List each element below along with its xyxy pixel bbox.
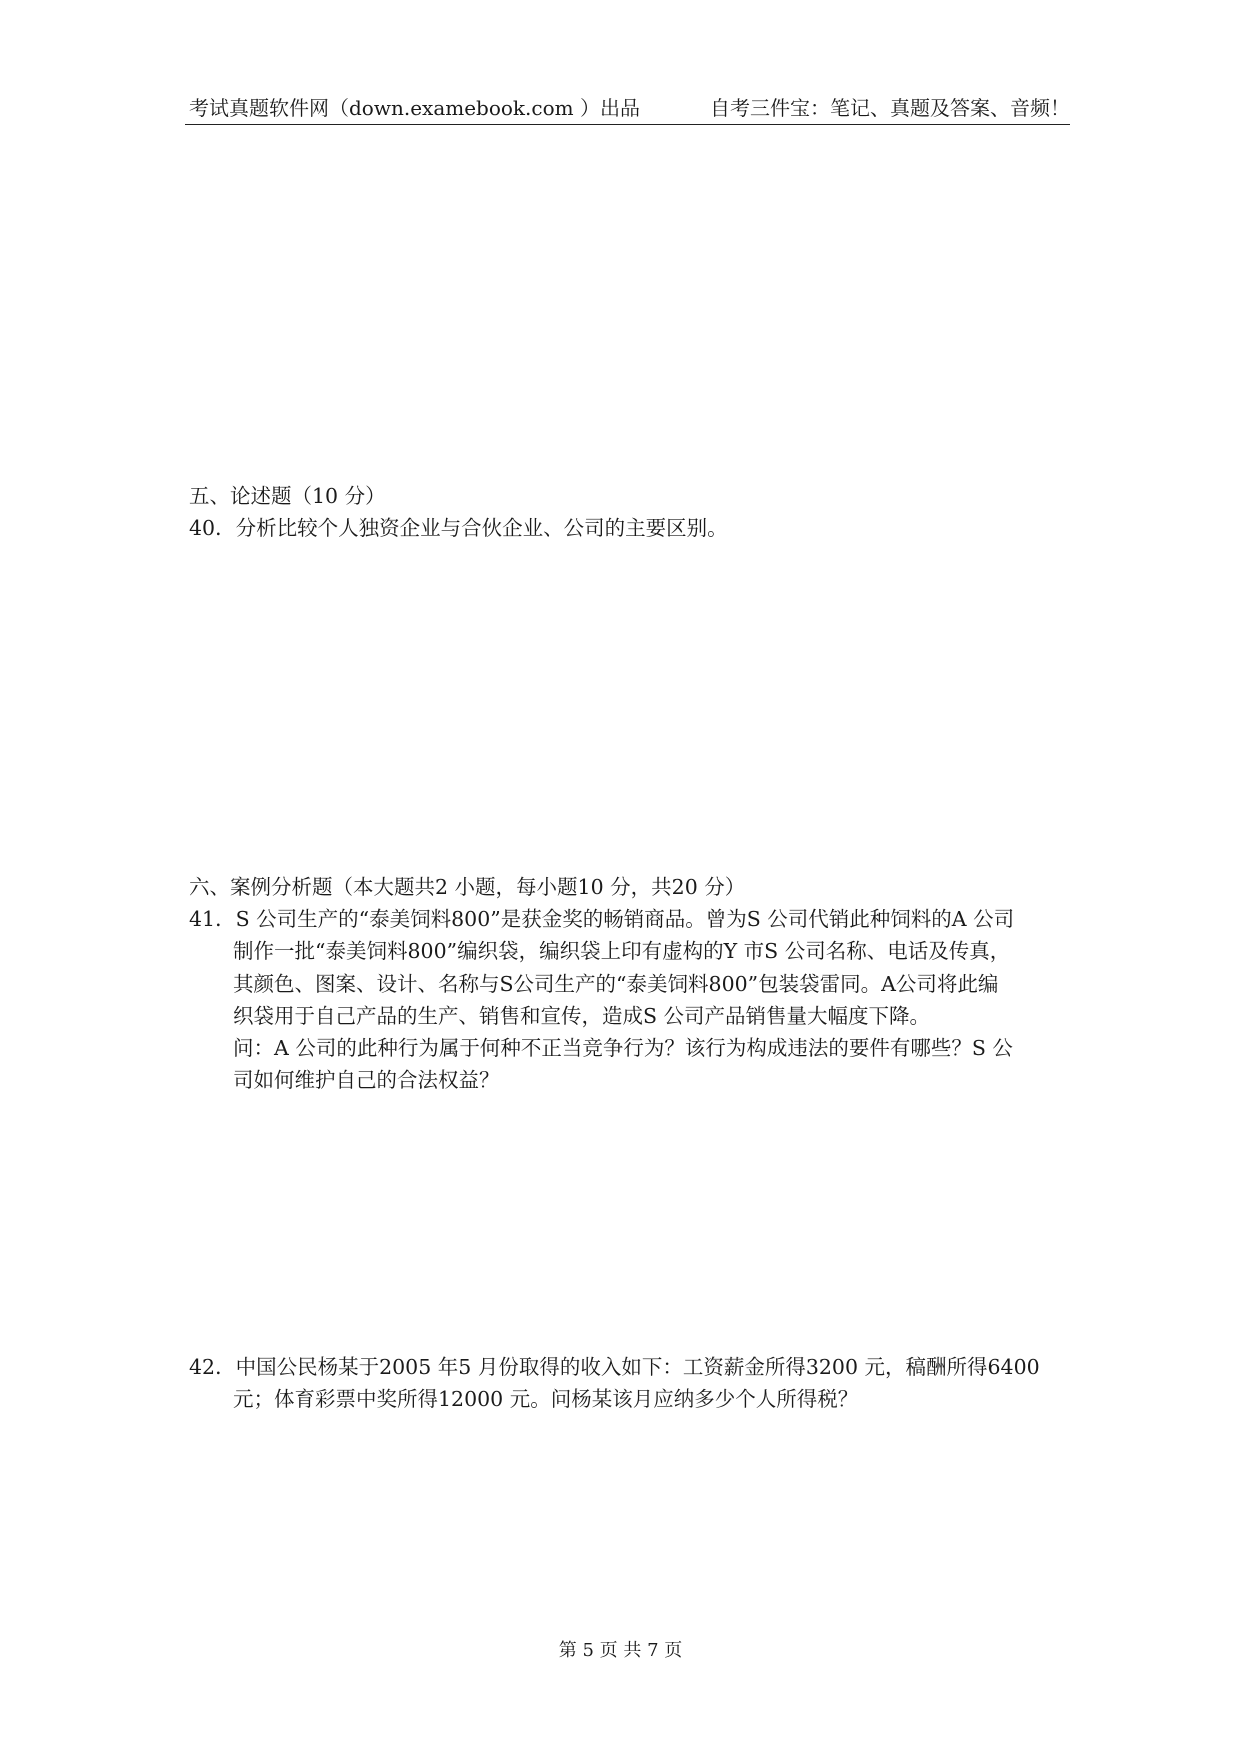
question-40: 40．分析比较个人独资企业与合伙企业、公司的主要区别。 — [189, 516, 728, 540]
page-number: 第 5 页 共 7 页 — [558, 1640, 683, 1661]
question-42-line-1: 42．中国公民杨某于2005 年5 月份取得的收入如下：工资薪金所得3200 元，稿酬所得6400 — [189, 1355, 1040, 1379]
question-41-line-2: 制作一批“泰美饲料800”编织袋，编织袋上印有虚构的Y 市S 公司名称、电话及传真， — [233, 939, 1011, 963]
header-left-text: 考试真题软件网（down.examebook.com ）出品 — [189, 96, 640, 120]
question-41-line-5: 问：A 公司的此种行为属于何种不正当竞争行为？该行为构成违法的要件有哪些？S 公 — [233, 1036, 1013, 1060]
page-header — [185, 88, 1070, 125]
question-41-line-4: 织袋用于自己产品的生产、销售和宣传，造成S 公司产品销售量大幅度下降。 — [233, 1004, 931, 1028]
question-41-line-6: 司如何维护自己的合法权益？ — [233, 1068, 500, 1092]
question-41-line-3: 其颜色、图案、设计、名称与S公司生产的“泰美饲料800”包装袋雷同。A公司将此编 — [233, 972, 999, 996]
section-6-title: 六、案例分析题（本大题共2 小题，每小题10 分，共20 分） — [189, 875, 746, 899]
header-right-text: 自考三件宝：笔记、真题及答案、音频！ — [710, 96, 1070, 120]
question-41-line-1: 41．S 公司生产的“泰美饲料800”是获金奖的畅销商品。曾为S 公司代销此种饲料的A 公司 — [189, 907, 1015, 931]
section-5-title: 五、论述题（10 分） — [189, 484, 386, 508]
question-42-line-2: 元；体育彩票中奖所得12000 元。问杨某该月应纳多少个人所得税？ — [233, 1387, 859, 1411]
